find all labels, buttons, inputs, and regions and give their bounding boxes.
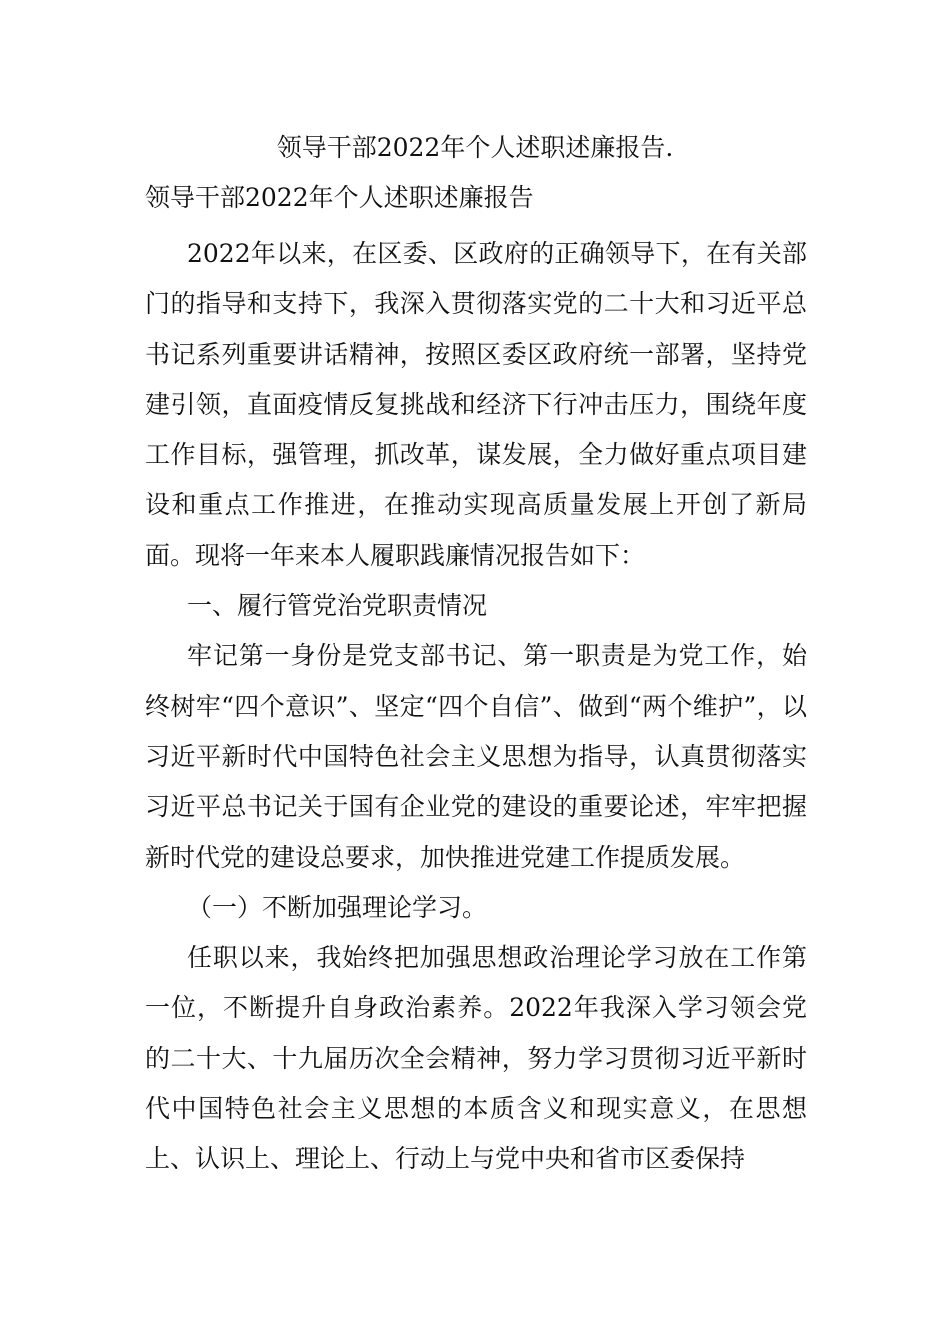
intro-paragraph: 2022年以来，在区委、区政府的正确领导下，在有关部门的指导和支持下，我深入贯彻落实党的二十大和习近平总书记系列重要讲话精神，按照区委区政府统一部署，坚持党建引领，直面疫情反复挑战和经济下行冲击压力，围绕年度工作目标，强管理，抓改革，谋发展，全力做好重点项目建设和重点工作推进，在推动实现高质量发展上开创了新局面。现将一年来本人履职践廉情况报告如下： xyxy=(145,239,807,570)
document-body xyxy=(145,229,807,1185)
subsection-paragraph: 任职以来，我始终把加强思想政治理论学习放在工作第一位，不断提升自身政治素养。2022年我深入学习领会党的二十大、十九届历次全会精神，努力学习贯彻习近平新时代中国特色社会主义思想的本质含义和现实意义，在思想上、认识上、理论上、行动上与党中央和省市区委保持 xyxy=(145,943,807,1174)
document-title: 领导干部2022年个人述职述廉报告. xyxy=(276,133,674,162)
section-paragraph: 牢记第一身份是党支部书记、第一职责是为党工作，始终树牢“四个意识”、坚定“四个自信”、做到“两个维护”，以习近平新时代中国特色社会主义思想为指导，认真贯彻落实习近平总书记关于国有企业党的建设的重要论述，牢牢把握新时代党的建设总要求，加快推进党建工作提质发展。 xyxy=(145,641,807,872)
subsection-heading: （一）不断加强理论学习。 xyxy=(187,892,488,922)
section-heading: 一、履行管党治党职责情况 xyxy=(187,591,488,621)
document-subtitle: 领导干部2022年个人述职述廉报告 xyxy=(145,183,534,212)
